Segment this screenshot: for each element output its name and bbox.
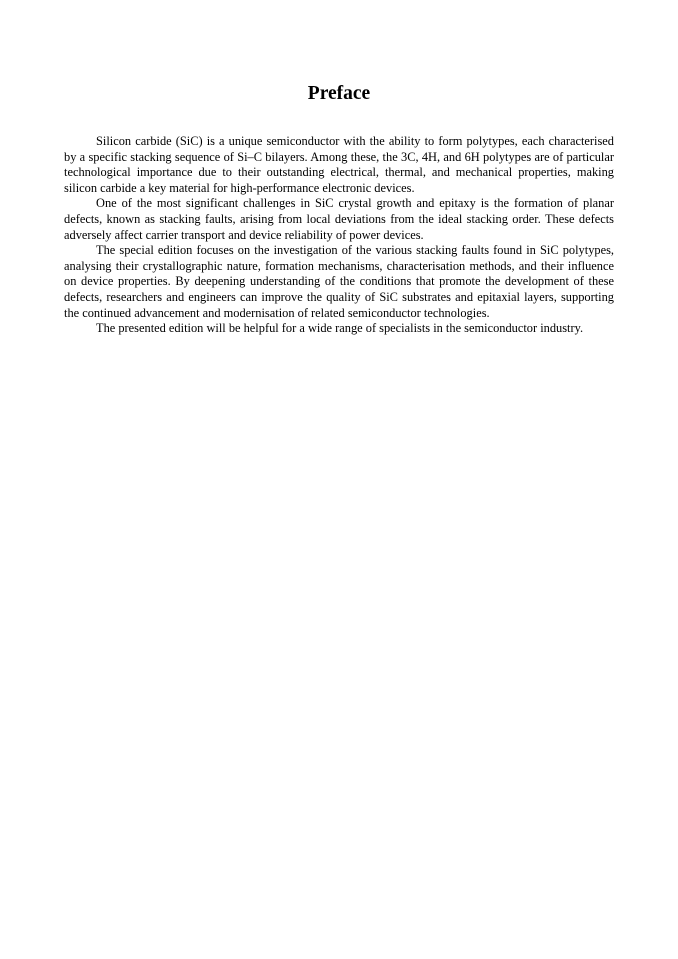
page-title: Preface: [307, 83, 371, 104]
paragraph-3: The special edition focuses on the investigation of the various stacking faults found in SiC polytypes, analysing their crystallographic nature, formation mechanisms, characterisation methods, and their influence on device properties. By deepening understanding of the conditions that promote the development of these defects, researchers and engineers can improve the quality of SiC substrates and epitaxial layers, supporting the continued advancement and modernisation of related semiconductor technologies.: [64, 243, 614, 320]
paragraph-2: One of the most significant challenges in SiC crystal growth and epitaxy is the formation of planar defects, known as stacking faults, arising from local deviations from the ideal stacking order. These defects adversely affect carrier transport and device reliability of power devices.: [64, 196, 614, 242]
paragraph-1: Silicon carbide (SiC) is a unique semiconductor with the ability to form polytypes, each characterised by a specific stacking sequence of Si–C bilayers. Among these, the 3C, 4H, and 6H polytypes are of particular technological importance due to their outstanding electrical, thermal, and mechanical properties, making silicon carbide a key material for high-performance electronic devices.: [64, 134, 614, 195]
preface-body: [64, 134, 614, 337]
paragraph-4: The presented edition will be helpful for a wide range of specialists in the semiconductor industry.: [96, 321, 584, 336]
